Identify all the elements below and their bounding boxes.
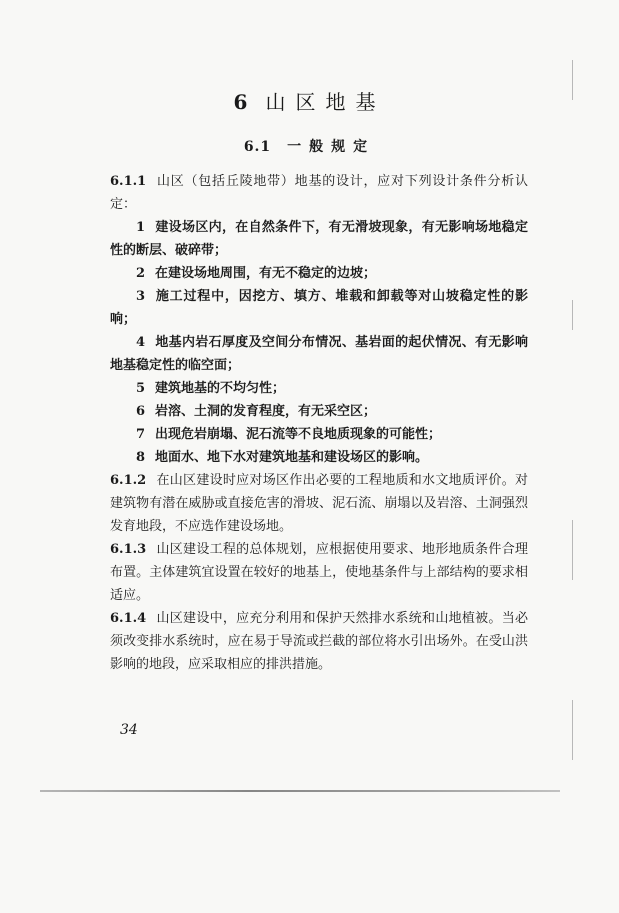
item-text: 建设场区内，在自然条件下，有无滑坡现象，有无影响场地稳定性的断层、破碎带；	[110, 220, 528, 258]
item-number: 1	[136, 220, 146, 235]
clause-number: 6.1.3	[110, 542, 147, 557]
item-text: 地基内岩石厚度及空间分布情况、基岩面的起伏情况、有无影响地基稳定性的临空面；	[110, 335, 528, 373]
clause-6-1-1	[110, 170, 528, 216]
section-name: 一般规定	[287, 139, 376, 155]
clause-text: 山区建设中，应充分利用和保护天然排水系统和山地植被。当必须改变排水系统时，应在易于导流或拦截的部位将水引出场外。在受山洪影响的地段，应采取相应的排洪措施。	[110, 611, 528, 672]
clause-6-1-2	[110, 469, 528, 538]
list-item	[110, 377, 528, 400]
item-text: 岩溶、土洞的发育程度，有无采空区；	[155, 404, 377, 419]
clause-text: 山区（包括丘陵地带）地基的设计，应对下列设计条件分析认定：	[110, 174, 528, 212]
clause-number: 6.1.1	[110, 174, 147, 189]
item-number: 7	[136, 427, 146, 442]
scan-artifact-line	[572, 520, 573, 580]
list-item	[110, 285, 528, 331]
clause-text: 山区建设工程的总体规划，应根据使用要求、地形地质条件合理布置。主体建筑宜设置在较好的地基上，使地基条件与上部结构的要求相适应。	[110, 542, 528, 603]
item-text: 地面水、地下水对建筑地基和建设场区的影响。	[155, 450, 429, 465]
clause-number: 6.1.4	[110, 611, 147, 626]
list-item	[110, 216, 528, 262]
item-number: 4	[136, 335, 146, 350]
item-text: 在建设场地周围，有无不稳定的边坡；	[155, 266, 377, 281]
list-item	[110, 400, 528, 423]
list-item	[110, 446, 528, 469]
item-text: 建筑地基的不均匀性；	[155, 381, 286, 396]
item-number: 5	[136, 381, 146, 396]
list-item	[110, 331, 528, 377]
list-item	[110, 262, 528, 285]
clause-6-1-4	[110, 607, 528, 676]
section-number: 6.1	[243, 139, 272, 155]
item-text: 出现危岩崩塌、泥石流等不良地质现象的可能性；	[155, 427, 442, 442]
clause-number: 6.1.2	[110, 473, 147, 488]
page-number: 34	[120, 722, 138, 738]
clause-6-1-3	[110, 538, 528, 607]
item-number: 6	[136, 404, 146, 419]
document-body	[110, 170, 528, 676]
chapter-name: 山区地基	[265, 90, 386, 114]
scan-artifact-line	[572, 60, 573, 100]
item-number: 8	[136, 450, 146, 465]
section-title	[0, 136, 619, 156]
item-number: 2	[136, 266, 146, 281]
scan-artifact-line	[572, 700, 573, 760]
clause-text: 在山区建设时应对场区作出必要的工程地质和水文地质评价。对建筑物有潜在威胁或直接危害的滑坡、泥石流、崩塌以及岩溶、土洞强烈发育地段，不应选作建设场地。	[110, 473, 528, 534]
scan-artifact-line	[572, 300, 573, 330]
scan-edge-line	[40, 790, 560, 792]
list-item	[110, 423, 528, 446]
chapter-title	[0, 86, 619, 115]
chapter-number: 6	[233, 90, 252, 114]
item-number: 3	[136, 289, 146, 304]
item-text: 施工过程中，因挖方、填方、堆载和卸载等对山坡稳定性的影响；	[110, 289, 528, 327]
